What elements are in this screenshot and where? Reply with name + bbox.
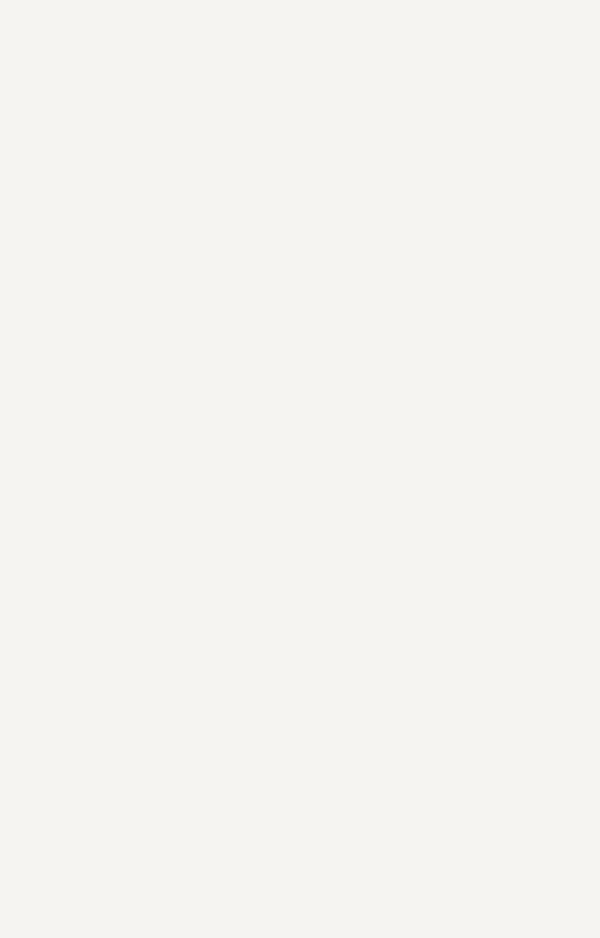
page-body [76,92,532,136]
section-heading [76,106,532,128]
